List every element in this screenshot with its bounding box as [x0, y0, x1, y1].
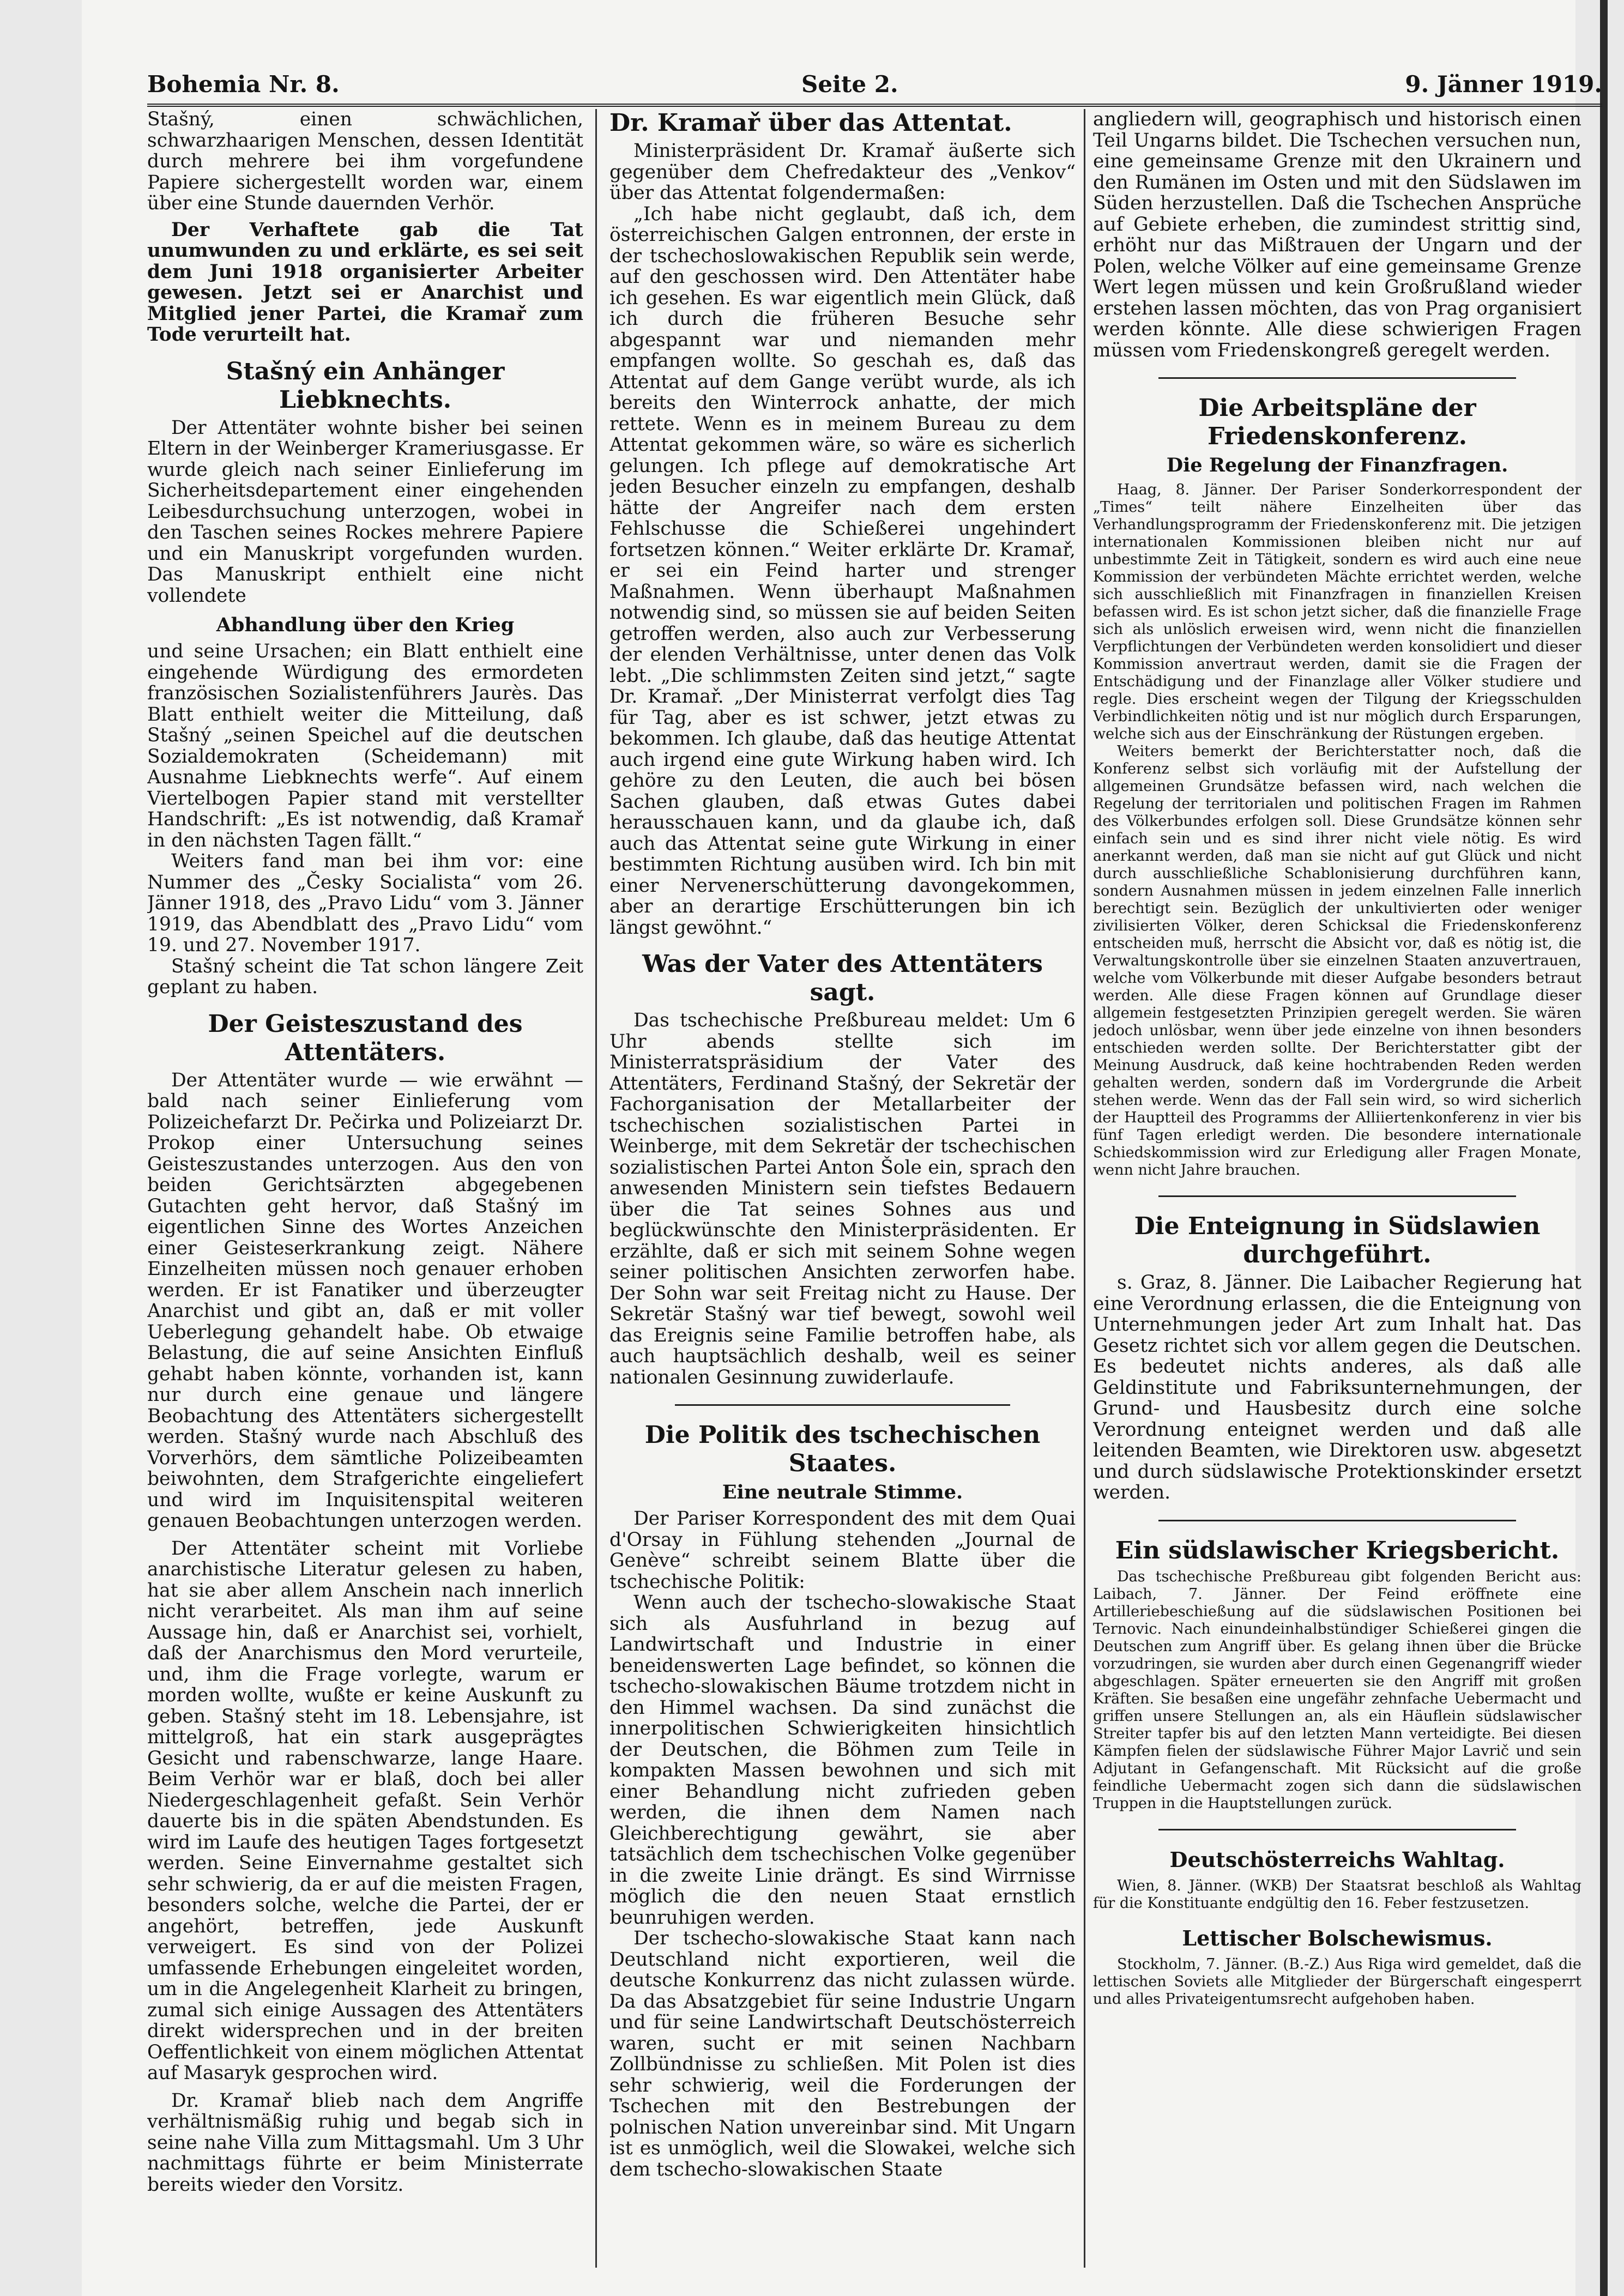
article-text: und seine Ursachen; ein Blatt enthielt eine eingehende Würdigung des ermordeten französischen Sozialistenführers Jaurès. Das Blatt enthielt weiter die Mitteilung, daß Stašný „seinen Speichel auf die deutschen Sozialdemokraten (Scheidemann) mit Ausnahme Liebknechts werfe“. Auf einem Viertelbogen Papier stand mit verstellter Handschrift: „Es ist notwendig, daß Kramař in den nächsten Tagen fällt.“ [147, 641, 583, 851]
page-header [147, 55, 1602, 107]
article-text: „Ich habe nicht geglaubt, daß ich, dem österreichischen Galgen entronnen, der erste in der tschechoslowakischen Republik sein werde, auf den geschossen wird. Den Attentäter habe ich gesehen. Es war eigentlich mein Glück, daß ich durch die früheren Besuche sehr abgespannt war und niemanden mehr empfangen wollte. So geschah es, daß das Attentat auf dem Gange verübt wurde, als ich bereits den Winterrock anhatte, der mich rettete. Wenn es in meinem Bureau zu dem Attentat gekommen wäre, so wäre es sicherlich gelungen. Ich pflege auf demokratische Art jeden Besucher einzeln zu empfangen, deshalb hätte der Angreifer nach dem ersten Fehlschusse die Schießerei ungehindert fortsetzen können.“ Weiter erklärte Dr. Kramař, er sei ein Feind harter und strenger Maßnahmen. Wenn überhaupt Maßnahmen notwendig sind, so müssen sie auf beiden Seiten getroffen werden, also auch zur Verbesserung der elenden Verhältnisse, unter denen das Volk lebt. „Die schlimmsten Zeiten sind jetzt,“ sagte Dr. Kramař. „Der Ministerrat verfolgt dies Tag für Tag, aber es ist schwer, jetzt etwas zu bekommen. Ich glaube, daß das heutige Attentat auch irgend eine gute Wirkung haben wird. Ich gehöre zu den Leuten, die auch bei bösen Sachen glauben, daß etwas Gutes dabei herausschauen kann, und da glaube ich, daß auch das Attentat seine gute Wirkung in einer bestimmten Richtung ausüben wird. Ich bin mit einer Nervenerschütterung davongekommen, aber an derartige Erschütterungen bin ich längst gewöhnt.“ [609, 203, 1076, 939]
column-rule-2 [1084, 109, 1085, 2268]
article-text: s. Graz, 8. Jänner. Die Laibacher Regierung hat eine Verordnung erlassen, die die Enteignung von Unternehmungen jeder Art zum Inhalt hat. Das Gesetz richtet sich vor allem gegen die Deutschen. Es bedeutet nichts anderes, als daß alle Geldinstitute und Fabriksunternehmungen, der Grund- und Hausbesitz durch eine solche Verordnung enteignet werden und daß alle leitenden Beamten, wie Direktoren usw. abgesetzt und durch südslawische Protektionskinder ersetzt werden. [1093, 1272, 1581, 1503]
section-divider [1158, 1520, 1516, 1525]
article-text: Stašný, einen schwächlichen, schwarzhaarigen Menschen, dessen Identität durch mehrere bei ihm vorgefundene Papiere sichergestellt worden war, einem über eine Stunde dauernden Verhör. [147, 109, 583, 214]
article-text: Der Attentäter wohnte bisher bei seinen Eltern in der Weinberger Krameriusgasse. Er wurde gleich nach seiner Einlieferung im Sicherheitsdepartement einer eingehenden Leibesdurchsuchung unterzogen, wobei in den Taschen seines Rockes mehrere Papiere und ein Manuskript vorgefunden wurden. Das Manuskript enthielt eine nicht vollendete [147, 416, 583, 607]
page-edge-shadow [1600, 0, 1608, 2296]
headline: Die Enteignung in Südslawien durchgeführt. [1134, 1212, 1541, 1268]
headline: Stašný ein Anhänger Liebknechts. [226, 357, 505, 414]
article-text: Wenn auch der tschecho-slowakische Staat sich als Ausfuhrland in bezug auf Landwirtschaft und Industrie in einer beneidenswerten Lage befindet, so können die tschecho-slowakischen Bäume trotzdem nicht in den Himmel wachsen. Da sind zunächst die innerpolitischen Schwierigkeiten hinsichtlich der Deutschen, die Böhmen zum Teile in kompakten Massen bewohnen und sich mit einer Behandlung nicht zufrieden geben werden, die ihnen dem Namen nach Gleichberechtigung gewährt, sie aber tatsächlich dem tschechischen Volke gegenüber in die zweite Linie drängt. Es sind Wirrnisse möglich die den neuen Staat ernstlich beunruhigen werden. [609, 1592, 1076, 1929]
section-divider [1158, 377, 1516, 382]
column-rule-1 [595, 109, 597, 2268]
section-divider [1158, 1195, 1516, 1200]
article-text: Weiters fand man bei ihm vor: eine Nummer des „Česky Socialista“ vom 26. Jänner 1918, des „Pravo Lidu“ vom 3. Jänner 1919, das Abendblatt des „Pravo Lidu“ vom 19. und 27. November 1917. [147, 850, 583, 956]
headline: Die Arbeitspläne der Friedenskonferenz. [1198, 394, 1476, 450]
article-text: Stockholm, 7. Jänner. (B.-Z.) Aus Riga wird gemeldet, daß die lettischen Soviets alle Mitglieder der Bürgerschaft eingesperrt und alles Privateigentumsrecht aufgehoben haben. [1093, 1955, 1581, 2008]
article-text: Der Attentäter scheint mit Vorliebe anarchistische Literatur gelesen zu haben, hat sie aber allem Anschein nach innerlich nicht verarbeitet. Als man ihm auf seine Aussage hin, daß er Anarchist sei, vorhielt, daß der Anarchismus den Mord verurteile, und, ihm die Frage vorlegte, warum er morden wollte, wußte er keine Auskunft zu geben. Stašný steht im 18. Lebensjahre, ist mittelgroß, hat ein stark ausgeprägtes Gesicht und rabenschwarze, lange Haare. Beim Verhör war er blaß, doch bei aller Niedergeschlagenheit gefaßt. Sein Verhör dauerte bis in die späten Abendstunden. Es wird im Laufe des heutigen Tages fortgesetzt werden. Seine Einvernahme gestaltet sich sehr schwierig, da er auf die meisten Fragen, besonders solche, welche die Partei, der er angehört, betreffen, jede Auskunft verweigert. Es sind von der Polizei umfassende Erhebungen eingeleitet worden, um in die Angelegenheit Klarheit zu bringen, zumal sich einige Aussagen des Attentäters direkt widersprechen und in der breiten Oeffentlichkeit von einem möglichen Attentat auf Masaryk gesprochen wird. [147, 1537, 583, 2084]
article-text: Ministerpräsident Dr. Kramař äußerte sich gegenüber dem Chefredakteur des „Venkov“ über das Attentat folgendermaßen: [609, 140, 1076, 204]
headline: Lettischer Bolschewismus. [1182, 1925, 1493, 1950]
headline: Ein südslawischer Kriegsbericht. [1115, 1536, 1560, 1564]
article-text: Stašný scheint die Tat schon längere Zeit geplant zu haben. [147, 955, 583, 998]
headline: Was der Vater des Attentäters sagt. [642, 950, 1043, 1006]
article-text: Der Pariser Korrespondent des mit dem Quai d'Orsay in Fühlung stehenden „Journal de Genève“ schreibt seinem Blatte über die tschechische Politik: [609, 1508, 1076, 1593]
article-text: Der Attentäter wurde — wie erwähnt — bald nach seiner Einlieferung vom Polizeichefarzt Dr. Pečirka und Polizeiarzt Dr. Prokop einer Untersuchung seines Geisteszustandes unterzogen. Aus den von beiden Gerichtsärzten abgegebenen Gutachten geht hervor, daß Stašný im eigentlichen Sinne des Wortes Anzeichen einer Geisteserkrankung zeigt. Nähere Einzelheiten müssen noch genauer erhoben werden. Er ist Fanatiker und überzeugter Anarchist und gibt an, daß er mit voller Ueberlegung gehandelt habe. Ob etwaige Belastung, die auf seine Ansichten Einfluß gehabt haben könnte, vorhanden ist, kann nur durch eine genaue und längere Beobachtung des Attentäters sichergestellt werden. Stašný wurde nach Abschluß des Vorverhörs, dem sämtliche Polizeibeamten beiwohnten, dem Strafgerichte eingeliefert und wird im Inquisitenspital weiteren genauen Beobachtungen unterzogen werden. [147, 1069, 583, 1532]
header-date: 9. Jänner 1919. [1405, 71, 1602, 98]
article-text: Wien, 8. Jänner. (WKB) Der Staatsrat beschloß als Wahltag für die Konstituante endgültig den 16. Feber festzusetzen. [1093, 1877, 1581, 1912]
section-divider [675, 1404, 1010, 1409]
article-text: Das tschechische Preßbureau gibt folgenden Bericht aus: Laibach, 7. Jänner. Der Feind eröffnete eine Artilleriebeschießung auf die südslawischen Positionen bei Ternovic. Nach einundeinhalbstündiger Schießerei gingen die Deutschen zum Angriff über. Es gelang ihnen über die Brücke vorzudringen, sie wurden aber durch einen Gegenangriff wieder abgeschlagen. Später erneuerten sie den Angriff mit großen Kräften. Sie besaßen eine ungefähr zehnfache Uebermacht und griffen unsere Stellungen an, als ein Häuflein südslawischer Streiter tapfer bis auf den letzten Mann verteidigte. Bei diesen Kämpfen fielen der südslawische Führer Major Lavrič und sein Adjutant in Gefangenschaft. Mit Rücksicht auf die große feindliche Uebermacht zogen sich dann die südslawischen Truppen in die Hauptstellungen zurück. [1093, 1568, 1581, 1812]
article-text: Dr. Kramař blieb nach dem Angriffe verhältnismäßig ruhig und begab sich in seine nahe Villa zum Mittagsmahl. Um 3 Uhr nachmittags führte er beim Ministerrate bereits wieder den Vorsitz. [147, 2089, 583, 2196]
article-text: Weiters bemerkt der Berichterstatter noch, daß die Konferenz selbst sich vorläufig mit der Aufstellung der allgemeinen Grundsätze befassen wird, nach welchen die Regelung der territorialen und politischen Fragen im Rahmen des Völkerbundes erfolgen soll. Diese Grundsätze können sehr einfach sein und es sind ihrer nicht viele nötig. Es wird anerkannt werden, daß man sie nicht auf gut Glück und nicht durch ausschließliche Schablonisierung durchführen kann, sondern Ausnahmen müssen in jedem einzelnen Falle innerlich berechtigt sein. Bezüglich der unkultivierten oder weniger zivilisierten Völker, deren Schicksal die Friedenskonferenz entscheiden muß, herrscht die Absicht vor, daß es nötig ist, die Verwaltungskontrolle über sie einzelnen Staaten anzuvertrauen, welche vom Völkerbunde mit dieser Aufgabe besonders betraut werden. Alle diese Fragen können auf Grundlage dieser allgemein festgesetzten Prinzipien geregelt werden. Sie wären jedoch unlösbar, wenn über jede einzelne von ihnen besonders entschieden werden sollte. Der Berichterstatter gibt der Meinung Ausdruck, daß keine hochtrabenden Reden werden gehalten werden, sondern daß im Vordergrunde die Arbeit stehen werde. Wenn das der Fall sein wird, so wird sicherlich der Hauptteil des Programms der Alliiertenkonferenz in vier bis fünf Tagen erledigt werden. Die besondere internationale Schiedskommission wird zur Erledigung aller Fragen Monate, wenn nicht Jahre brauchen. [1093, 743, 1581, 1179]
column-1 [147, 109, 583, 2268]
subheadline: Abhandlung über den Krieg [216, 614, 515, 636]
subheadline: Eine neutrale Stimme. [722, 1481, 963, 1503]
headline: Der Geisteszustand des Attentäters. [208, 1010, 523, 1066]
subheadline: Die Regelung der Finanzfragen. [1166, 454, 1508, 476]
column-2 [609, 109, 1076, 2268]
header-page-number: Seite 2. [801, 71, 898, 98]
article-text: Der tschecho-slowakische Staat kann nach Deutschland nicht exportieren, weil die deutsche Konkurrenz das nicht zulassen würde. Da das Absatzgebiet für seine Industrie Ungarn und für seine Landwirtschaft Deutschösterreich waren, sucht er mit seinen Nachbarn Zollbündnisse zu schließen. Mit Polen ist dies sehr schwierig, weil die Forderungen der Tschechen mit den Bestrebungen der polnischen Nation unvereinbar sind. Mit Ungarn ist es unmöglich, weil die Slowakei, welche sich dem tschecho-slowakischen Staate [609, 1928, 1076, 2180]
header-masthead: Bohemia Nr. 8. [147, 71, 340, 98]
section-divider [1158, 1829, 1516, 1834]
article-text: Haag, 8. Jänner. Der Pariser Sonderkorrespondent der „Times“ teilt nähere Einzelheiten über das Verhandlungsprogramm der Friedenskonferenz mit. Die jetzigen internationalen Kommissionen bleiben nicht nur auf unbestimmte Zeit in Tätigkeit, sondern es wird auch eine neue Kommission der verbündeten Mächte errichtet werden, welche sich ausschließlich mit Finanzfragen in finanziellen Kreisen befassen wird. Es ist schon jetzt sicher, daß die finanzielle Frage sich als unlöslich erweisen wird, wenn nicht die finanziellen Verpflichtungen der Verbündeten werden konsolidiert und dieser Kommission anvertraut werden, damit sie die Fragen der Entschädigung und der Finanzlage aller Völker studiere und regle. Dies erscheint wegen der Tilgung der Kriegsschulden Verbindlichkeiten nötig und ist nur möglich durch Ersparungen, welche sich aus der Einschränkung der Rüstungen ergeben. [1093, 481, 1581, 742]
column-3 [1093, 109, 1581, 2268]
headline: Deutschösterreichs Wahltag. [1169, 1847, 1505, 1872]
headline: Dr. Kramař über das Attentat. [609, 109, 1012, 137]
article-text: Der Verhaftete gab die Tat unumwunden zu und erklärte, es sei seit dem Juni 1918 organisierter Arbeiter gewesen. Jetzt sei er Anarchist und Mitglied jener Partei, die Kramař zum Tode verurteilt hat. [147, 219, 583, 346]
headline: Die Politik des tschechischen Staates. [644, 1421, 1041, 1477]
article-text: angliedern will, geographisch und historisch einen Teil Ungarns bildet. Die Tschechen versuchen nun, eine gemeinsame Grenze mit den Ukrainern und den Rumänen im Osten und mit den Südslawen im Süden herzustellen. Daß die Tschechen Ansprüche auf Gebiete erheben, die zumindest strittig sind, erhöht nur das Mißtrauen der Ungarn und der Polen, welche Völker auf eine gemeinsame Grenze Wert legen müssen und kein Großrußland wieder erstehen lassen möchten, das von Prag organisiert werden könnte. Alle diese schwierigen Fragen müssen vom Friedenskongreß geregelt werden. [1093, 109, 1581, 361]
article-text: Das tschechische Preßbureau meldet: Um 6 Uhr abends stellte sich im Ministerratspräsidium der Vater des Attentäters, Ferdinand Stašný, der Sekretär der Fachorganisation der Metallarbeiter der tschechischen sozialistischen Partei in Weinberge, mit dem Sekretär der tschechischen sozialistischen Partei Anton Šole ein, sprach den anwesenden Ministern sein tiefstes Bedauern über die Tat seines Sohnes aus und beglückwünschte den Ministerpräsidenten. Er erzählte, daß er sich mit seinem Sohne wegen seiner politischen Ansichten zerworfen habe. Der Sohn war seit Freitag nicht zu Hause. Der Sekretär Stašný war tief bewegt, sowohl weil das Ereignis seine Familie betroffen habe, als auch hauptsächlich deshalb, weil es seiner nationalen Gesinnung zuwiderlaufe. [609, 1010, 1076, 1388]
